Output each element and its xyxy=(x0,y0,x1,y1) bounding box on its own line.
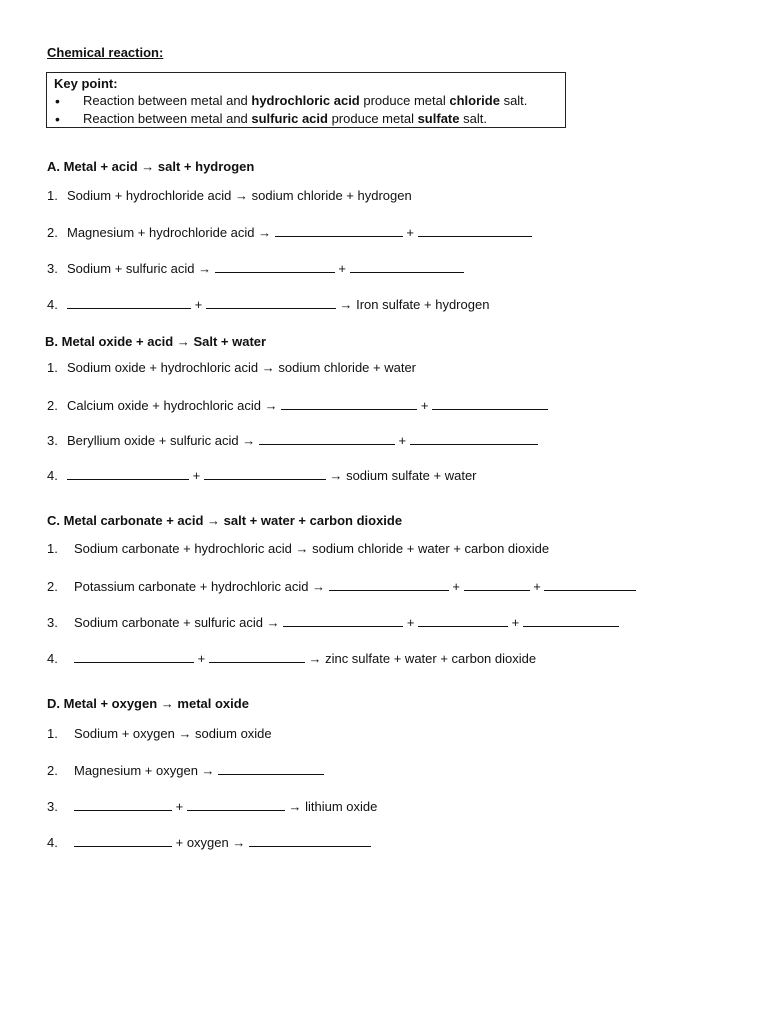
answer-blank[interactable] xyxy=(249,834,371,847)
arrow-icon: → xyxy=(288,799,302,814)
arrow-icon: → xyxy=(312,579,326,594)
answer-blank[interactable] xyxy=(281,397,417,410)
section-b-heading: B. Metal oxide + acid → Salt + water xyxy=(45,334,267,349)
key-point-2: Reaction between metal and sulfuric acid produce metal sulfate salt. xyxy=(83,111,487,126)
answer-blank[interactable] xyxy=(215,260,335,273)
bullet-icon: • xyxy=(55,111,60,127)
arrow-icon: → xyxy=(178,726,192,741)
key-point-box xyxy=(46,72,566,128)
answer-blank[interactable] xyxy=(418,224,532,237)
arrow-icon: → xyxy=(232,835,246,850)
list-item: 3. Sodium carbonate + sulfuric acid → + + xyxy=(47,614,619,630)
answer-blank[interactable] xyxy=(67,467,189,480)
arrow-icon: → xyxy=(201,763,215,778)
answer-blank[interactable] xyxy=(283,614,403,627)
list-item: 4. + → sodium sulfate + water xyxy=(47,468,477,483)
answer-blank[interactable] xyxy=(350,260,464,273)
answer-blank[interactable] xyxy=(74,798,172,811)
section-d-heading: D. Metal + oxygen → metal oxide xyxy=(47,696,249,711)
list-item: 2. Potassium carbonate + hydrochloric acid → + + xyxy=(47,578,636,594)
answer-blank[interactable] xyxy=(218,762,324,775)
list-item: 4. + oxygen → xyxy=(47,834,371,850)
list-item: 3. Sodium + sulfuric acid → + xyxy=(47,260,464,276)
section-c-heading: C. Metal carbonate + acid → salt + water + carbon dioxide xyxy=(47,513,403,528)
answer-blank[interactable] xyxy=(74,834,172,847)
answer-blank[interactable] xyxy=(275,224,403,237)
arrow-icon: → xyxy=(160,696,174,711)
arrow-icon: → xyxy=(198,261,212,276)
arrow-icon: → xyxy=(261,360,275,375)
answer-blank[interactable] xyxy=(410,432,538,445)
arrow-icon: → xyxy=(141,159,155,174)
arrow-icon: → xyxy=(329,468,343,483)
answer-blank[interactable] xyxy=(204,467,326,480)
key-point-label: Key point: xyxy=(54,76,118,91)
answer-blank[interactable] xyxy=(67,296,191,309)
answer-blank[interactable] xyxy=(209,650,305,663)
arrow-icon: → xyxy=(308,651,322,666)
arrow-icon: → xyxy=(266,615,280,630)
list-item: 3. Beryllium oxide + sulfuric acid → + xyxy=(47,432,538,448)
answer-blank[interactable] xyxy=(74,650,194,663)
bullet-icon: • xyxy=(55,93,60,109)
list-item: 4. + → zinc sulfate + water + carbon dioxide xyxy=(47,651,537,666)
page-title: Chemical reaction: xyxy=(47,45,164,60)
key-point-1: Reaction between metal and hydrochloric acid produce metal chloride salt. xyxy=(83,93,528,108)
list-item: 3. + → lithium oxide xyxy=(47,799,378,814)
answer-blank[interactable] xyxy=(259,432,395,445)
answer-blank[interactable] xyxy=(206,296,336,309)
answer-blank[interactable] xyxy=(432,397,548,410)
list-item: 1. Sodium + oxygen → sodium oxide xyxy=(47,726,272,741)
arrow-icon: → xyxy=(339,297,353,312)
arrow-icon: → xyxy=(264,398,278,413)
list-item: 2. Magnesium + oxygen → xyxy=(47,762,324,778)
list-item: 1. Sodium oxide + hydrochloric acid → sodium chloride + water xyxy=(47,360,417,375)
list-item: 1. Sodium carbonate + hydrochloric acid → sodium chloride + water + carbon dioxide xyxy=(47,541,550,556)
answer-blank[interactable] xyxy=(329,578,449,591)
arrow-icon: → xyxy=(176,334,190,349)
answer-blank[interactable] xyxy=(523,614,619,627)
list-item: 1. Sodium + hydrochloride acid → sodium chloride + hydrogen xyxy=(47,188,412,203)
answer-blank[interactable] xyxy=(187,798,285,811)
answer-blank[interactable] xyxy=(464,578,530,591)
list-item: 4. + → Iron sulfate + hydrogen xyxy=(47,297,490,312)
arrow-icon: → xyxy=(295,541,309,556)
arrow-icon: → xyxy=(207,513,221,528)
list-item: 2. Calcium oxide + hydrochloric acid → + xyxy=(47,397,548,413)
arrow-icon: → xyxy=(235,188,249,203)
arrow-icon: → xyxy=(258,225,272,240)
answer-blank[interactable] xyxy=(544,578,636,591)
list-item: 2. Magnesium + hydrochloride acid → + xyxy=(47,224,532,240)
answer-blank[interactable] xyxy=(418,614,508,627)
arrow-icon: → xyxy=(242,433,256,448)
section-a-heading: A. Metal + acid → salt + hydrogen xyxy=(47,159,255,174)
